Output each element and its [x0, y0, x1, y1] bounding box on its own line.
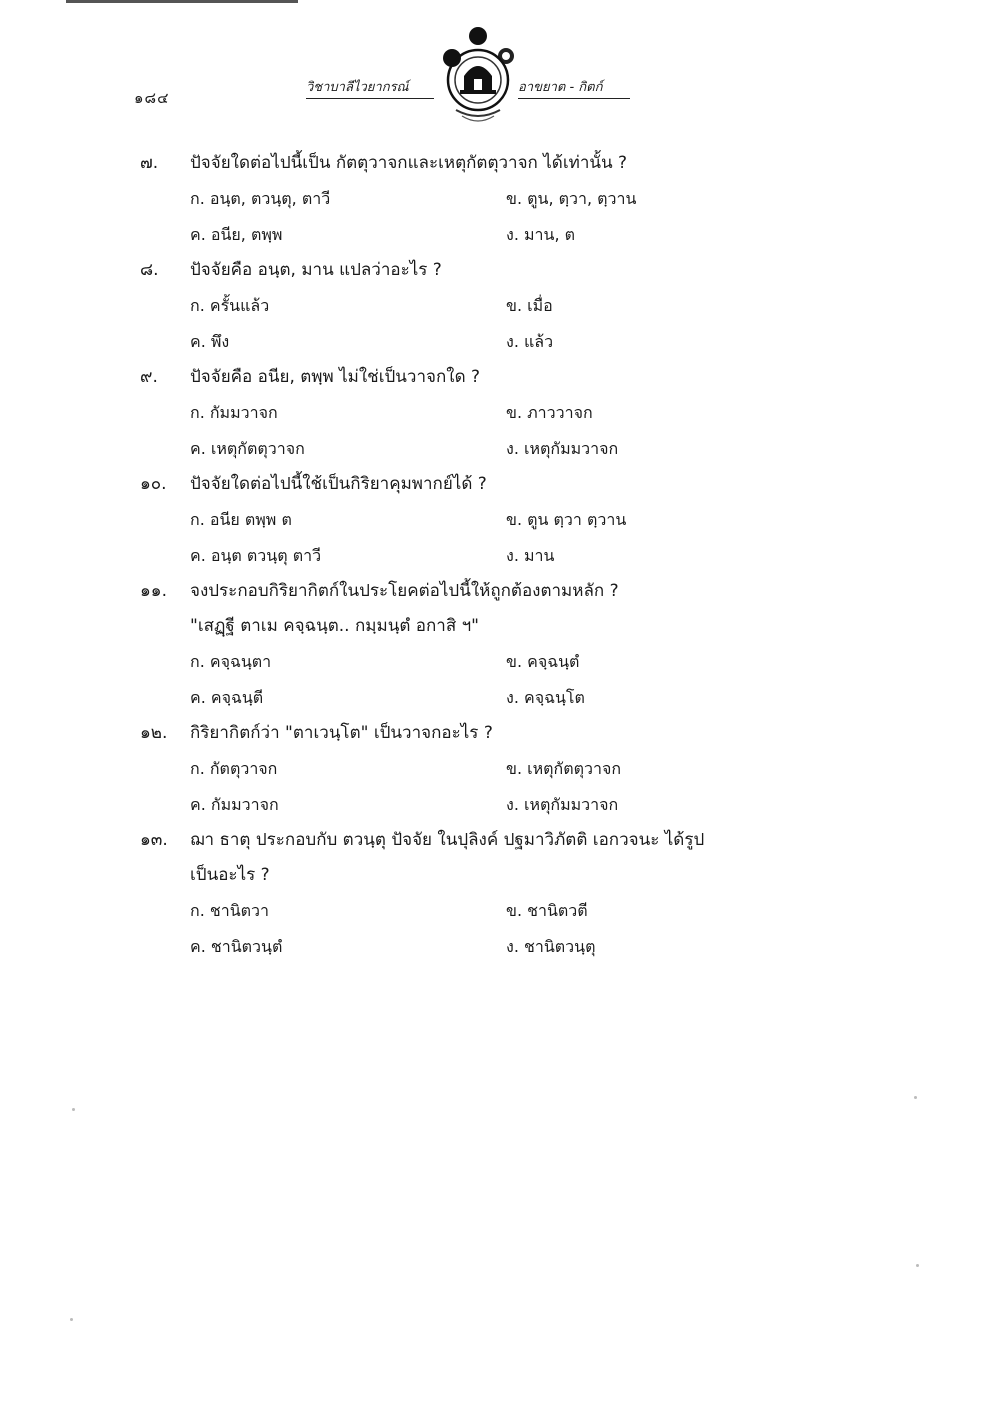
option-a: ก. อนฺต, ตวนฺตุ, ตาวี [190, 189, 331, 208]
option-c: ค. เหตุกัตตุวาจก [190, 439, 305, 458]
question-text: จงประกอบกิริยากิตก์ในประโยคต่อไปนี้ให้ถูกต้องตามหลัก ? [190, 581, 619, 601]
scan-speck [70, 1318, 73, 1321]
option-c: ค. พึง [190, 332, 230, 351]
option-b: ข. คจฺฉนฺตํ [506, 652, 580, 671]
option-b: ข. เมื่อ [506, 296, 553, 315]
option-c: ค. คจฺฉนฺตี [190, 688, 264, 707]
question-text: กิริยากิตก์ว่า "ตาเวนฺโต" เป็นวาจกอะไร ? [190, 723, 493, 743]
option-d: ง. มาน [506, 546, 555, 565]
option-d: ง. คจฺฉนฺโต [506, 688, 585, 707]
option-a: ก. ครั้นแล้ว [190, 296, 270, 315]
question-12 [140, 716, 840, 823]
question-text: ปัจจัยใดต่อไปนี้เป็น กัตตุวาจกและเหตุกัตตุวาจก ได้เท่านั้น ? [190, 153, 628, 173]
option-c: ค. ชานิตวนฺตํ [190, 937, 283, 956]
option-a: ก. ชานิตวา [190, 901, 269, 920]
question-text: ฌา ธาตุ ประกอบกับ ตวนฺตุ ปัจจัย ในปุลิงค์ ปฐมาวิภัตติ เอกวจนะ ได้รูป [190, 830, 705, 850]
question-7 [140, 146, 840, 253]
option-a: ก. อนีย ตพฺพ ต [190, 510, 292, 529]
option-d: ง. ชานิตวนฺตุ [506, 937, 596, 956]
question-number: ๑๒. [140, 723, 168, 743]
seal-emblem-icon [436, 24, 520, 128]
option-c: ค. กัมมวาจก [190, 795, 279, 814]
question-number: ๑๓. [140, 830, 168, 850]
option-d: ง. เหตุกัมมวาจก [506, 439, 619, 458]
header-left-title: วิชาบาลีไวยากรณ์ [306, 76, 434, 99]
top-rule [66, 0, 298, 3]
question-list [140, 146, 840, 965]
page-number: ๑๘๔ [134, 89, 170, 107]
option-d: ง. มาน, ต [506, 225, 576, 244]
question-10 [140, 467, 840, 574]
question-text: ปัจจัยคือ อนีย, ตพฺพ ไม่ใช่เป็นวาจกใด ? [190, 367, 481, 387]
option-c: ค. อนีย, ตพฺพ [190, 225, 283, 244]
option-a: ก. กัมมวาจก [190, 403, 278, 422]
question-8 [140, 253, 840, 360]
question-number: ๘. [140, 260, 159, 280]
header-right-title: อาขยาต - กิตก์ [518, 76, 630, 99]
option-d: ง. เหตุกัมมวาจก [506, 795, 619, 814]
question-sentence: "เสฏฺฐี ตาเม คจฺฉนฺต.. กมฺมนฺตํ อกาสิ ฯ" [190, 616, 479, 636]
option-b: ข. ภาววาจก [506, 403, 593, 422]
question-text: ปัจจัยคือ อนฺต, มาน แปลว่าอะไร ? [190, 260, 442, 280]
scan-speck [72, 1108, 75, 1111]
scan-speck [916, 1264, 919, 1267]
option-a: ก. คจฺฉนฺตา [190, 652, 272, 671]
scan-speck [914, 1096, 917, 1099]
question-number: ๑๑. [140, 581, 167, 601]
option-a: ก. กัตตุวาจก [190, 759, 278, 778]
option-b: ข. ตูน ตฺวา ตฺวาน [506, 510, 627, 529]
question-11 [140, 574, 840, 716]
question-number: ๑๐. [140, 474, 167, 494]
question-text: ปัจจัยใดต่อไปนี้ใช้เป็นกิริยาคุมพากย์ได้ ? [190, 474, 487, 494]
question-13 [140, 823, 840, 965]
option-d: ง. แล้ว [506, 332, 554, 351]
question-text-continued: เป็นอะไร ? [190, 865, 270, 885]
question-number: ๗. [140, 153, 159, 173]
question-9 [140, 360, 840, 467]
option-b: ข. ชานิตวตี [506, 901, 588, 920]
option-c: ค. อนฺต ตวนฺตุ ตาวี [190, 546, 322, 565]
option-b: ข. ตูน, ตฺวา, ตฺวาน [506, 189, 637, 208]
option-b: ข. เหตุกัตตุวาจก [506, 759, 622, 778]
question-number: ๙. [140, 367, 158, 387]
